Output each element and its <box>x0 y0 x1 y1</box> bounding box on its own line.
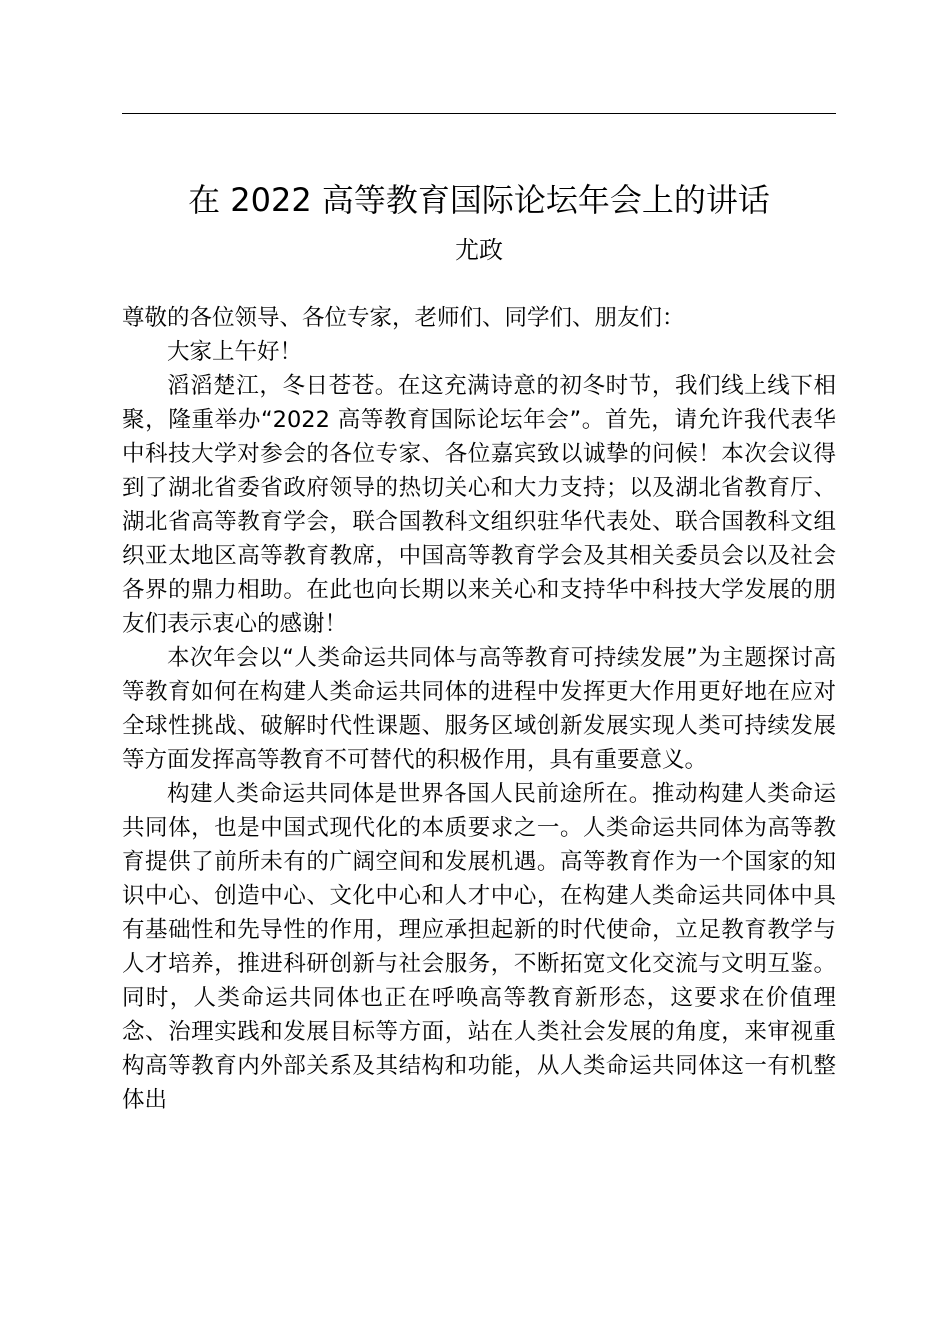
document-title: 在 2022 高等教育国际论坛年会上的讲话 <box>188 181 770 219</box>
document-body <box>122 301 836 1117</box>
paragraph-opening: 滔滔楚江，冬日苍苍。在这充满诗意的初冬时节，我们线上线下相聚，隆重举办“2022 高等教育国际论坛年会”。首先，请允许我代表华中科技大学对参会的各位专家、各位嘉宾致以诚挚的问候！本次会议得到了湖北省委省政府领导的热切关心和大力支持；以及湖北省教育厅、湖北省高等教育学会，联合国教科文组织驻华代表处、联合国教科文组织亚太地区高等教育教席，中国高等教育学会及其相关委员会以及社会各界的鼎力相助。在此也向长期以来关心和支持华中科技大学发展的朋友们表示衷心的感谢！ <box>122 373 836 637</box>
document-author: 尤政 <box>455 236 503 264</box>
header-rule <box>122 113 836 114</box>
salutation: 尊敬的各位领导、各位专家，老师们、同学们、朋友们： <box>122 305 685 331</box>
paragraph-theme: 本次年会以“人类命运共同体与高等教育可持续发展”为主题探讨高等教育如何在构建人类命运共同体的进程中发挥更大作用更好地在应对全球性挑战、破解时代性课题、服务区域创新发展实现人类可持续发展等方面发挥高等教育不可替代的积极作用，具有重要意义。 <box>122 645 836 773</box>
paragraph-greeting: 大家上午好！ <box>167 339 303 365</box>
paragraph-community: 构建人类命运共同体是世界各国人民前途所在。推动构建人类命运共同体，也是中国式现代化的本质要求之一。人类命运共同体为高等教育提供了前所未有的广阔空间和发展机遇。高等教育作为一个国家的知识中心、创造中心、文化中心和人才中心，在构建人类命运共同体中具有基础性和先导性的作用，理应承担起新的时代使命，立足教育教学与人才培养，推进科研创新与社会服务，不断拓宽文化交流与文明互鉴。同时，人类命运共同体也正在呼唤高等教育新形态，这要求在价值理念、治理实践和发展目标等方面，站在人类社会发展的角度，来审视重构高等教育内外部关系及其结构和功能，从人类命运共同体这一有机整体出 <box>122 781 836 1113</box>
